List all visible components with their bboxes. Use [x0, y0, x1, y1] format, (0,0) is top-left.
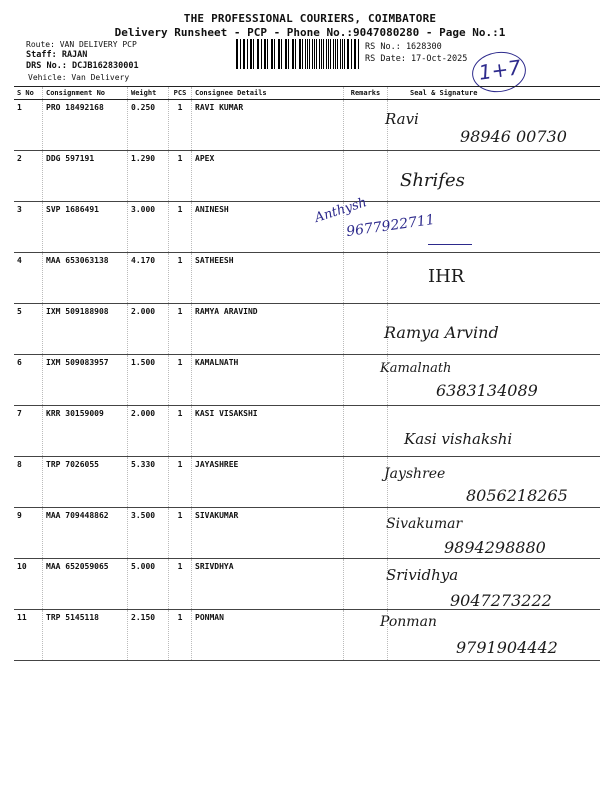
phone-row-6: 6383134089: [436, 381, 538, 400]
cell-consignment: TRP 7026055: [43, 457, 128, 508]
cell-consignment: MAA 709448862: [43, 508, 128, 559]
cell-sno: 11: [14, 610, 43, 661]
cell-sno: 8: [14, 457, 43, 508]
barcode-bar: [312, 39, 313, 69]
runsheet-meta-left: [26, 39, 139, 83]
cell-consignment: KRR 30159009: [43, 406, 128, 457]
cell-pcs: 1: [169, 406, 192, 457]
cell-sno: 3: [14, 202, 43, 253]
barcode-bar: [330, 39, 331, 69]
cell-consignment: MAA 653063138: [43, 253, 128, 304]
cell-weight: 5.000: [128, 559, 169, 610]
cell-remarks: [344, 508, 388, 559]
cell-sno: 5: [14, 304, 43, 355]
barcode-bar: [351, 39, 352, 69]
col-sno: S No: [14, 87, 43, 100]
vehicle-label: Vehicle: Van Delivery: [28, 73, 130, 82]
rs-date: RS Date: 17-Oct-2025: [365, 54, 468, 64]
note-row-3: Anthysh: [312, 195, 369, 226]
cell-sno: 2: [14, 151, 43, 202]
cell-remarks: [344, 559, 388, 610]
phone-row-1: 98946 00730: [460, 127, 567, 146]
cell-weight: 0.250: [128, 100, 169, 151]
col-seal-signature: Seal & Signature: [388, 87, 600, 100]
cell-consignee: SIVAKUMAR: [192, 508, 344, 559]
cell-pcs: 1: [169, 151, 192, 202]
phone-row-10: 9047273222: [450, 591, 552, 610]
cell-remarks: [344, 100, 388, 151]
cell-pcs: 1: [169, 355, 192, 406]
cell-sno: 4: [14, 253, 43, 304]
cell-consignee: SATHEESH: [192, 253, 344, 304]
cell-sno: 9: [14, 508, 43, 559]
cell-weight: 4.170: [128, 253, 169, 304]
signature-row-6: Kamalnath: [380, 361, 452, 376]
rs-number: RS No.: 1628300: [365, 42, 442, 52]
cell-remarks: [344, 253, 388, 304]
barcode: [236, 39, 361, 69]
signature-row-10: Srividhya: [386, 566, 459, 584]
stamp-text: 1+7: [477, 55, 523, 85]
cell-remarks: [344, 406, 388, 457]
signature-row-7: Kasi vishakshi: [404, 430, 513, 448]
cell-weight: 1.500: [128, 355, 169, 406]
col-consignee: Consignee Details: [192, 87, 344, 100]
cell-consignment: IXM 509083957: [43, 355, 128, 406]
barcode-bar: [243, 39, 244, 69]
cell-consignee: ANINESH: [192, 202, 344, 253]
signature-row-5: Ramya Arvind: [384, 323, 499, 342]
cell-consignment: SVP 1686491: [43, 202, 128, 253]
cell-remarks: [344, 457, 388, 508]
cell-weight: 5.330: [128, 457, 169, 508]
table-row: [14, 202, 600, 253]
cell-pcs: 1: [169, 253, 192, 304]
cell-weight: 2.000: [128, 406, 169, 457]
cell-weight: 3.500: [128, 508, 169, 559]
cell-sno: 7: [14, 406, 43, 457]
phone-row-11: 9791904442: [456, 638, 558, 657]
table-row: [14, 253, 600, 304]
route-label: Route: VAN DELIVERY PCP: [26, 40, 137, 49]
cell-remarks: [344, 151, 388, 202]
cell-consignment: TRP 5145118: [43, 610, 128, 661]
signature-row-11: Ponman: [380, 614, 437, 630]
signature-row-1: Ravi: [385, 110, 419, 128]
cell-pcs: 1: [169, 610, 192, 661]
signature-row-4: IHR: [428, 266, 465, 287]
cell-sno: 6: [14, 355, 43, 406]
cell-weight: 2.150: [128, 610, 169, 661]
company-title: THE PROFESSIONAL COURIERS, COIMBATORE: [183, 12, 437, 25]
cell-weight: 2.000: [128, 304, 169, 355]
col-weight: Weight: [128, 87, 169, 100]
table-row: [14, 304, 600, 355]
cell-remarks: [344, 304, 388, 355]
drs-number: DRS No.: DCJB162830001: [26, 61, 139, 71]
runsheet-table: [14, 86, 599, 661]
cell-consignee: RAVI KUMAR: [192, 100, 344, 151]
table-row: [14, 151, 600, 202]
cell-consignment: DDG 597191: [43, 151, 128, 202]
cell-pcs: 1: [169, 202, 192, 253]
cell-consignment: IXM 509188908: [43, 304, 128, 355]
signature-row-9: Sivakumar: [386, 516, 463, 532]
cell-pcs: 1: [169, 457, 192, 508]
runsheet-subtitle: Delivery Runsheet - PCP - Phone No.:9047080280 - Page No.:1: [114, 26, 506, 39]
signature-row-2: Shrifes: [400, 170, 465, 191]
col-consignment: Consignment No: [43, 87, 128, 100]
cell-pcs: 1: [169, 508, 192, 559]
barcode-bar: [292, 39, 293, 69]
signature-row-8: Jayshree: [384, 466, 446, 482]
cell-sno: 1: [14, 100, 43, 151]
cell-seal-signature: [388, 253, 600, 304]
runsheet-meta-right: [365, 41, 467, 65]
cell-consignee: KASI VISAKSHI: [192, 406, 344, 457]
staff-label: Staff: RAJAN: [26, 50, 88, 60]
phone-row-9: 9894298880: [444, 538, 546, 557]
cell-sno: 10: [14, 559, 43, 610]
cell-consignee: KAMALNATH: [192, 355, 344, 406]
cell-consignment: PRO 18492168: [43, 100, 128, 151]
cell-consignment: MAA 652059065: [43, 559, 128, 610]
cell-pcs: 1: [169, 100, 192, 151]
col-pcs: PCS: [169, 87, 192, 100]
cell-consignee: SRIVDHYA: [192, 559, 344, 610]
table-header-row: [14, 87, 600, 100]
cell-weight: 1.290: [128, 151, 169, 202]
col-remarks: Remarks: [344, 87, 388, 100]
cell-consignee: APEX: [192, 151, 344, 202]
cell-consignee: RAMYA ARAVIND: [192, 304, 344, 355]
cell-consignee: PONMAN: [192, 610, 344, 661]
scribble-row-3: [428, 222, 472, 245]
cell-pcs: 1: [169, 559, 192, 610]
barcode-bar: [274, 39, 275, 69]
phone-row-3: 9677922711: [345, 211, 436, 241]
cell-consignee: JAYASHREE: [192, 457, 344, 508]
cell-weight: 3.000: [128, 202, 169, 253]
cell-pcs: 1: [169, 304, 192, 355]
phone-row-8: 8056218265: [466, 486, 568, 505]
barcode-bar: [258, 39, 259, 69]
